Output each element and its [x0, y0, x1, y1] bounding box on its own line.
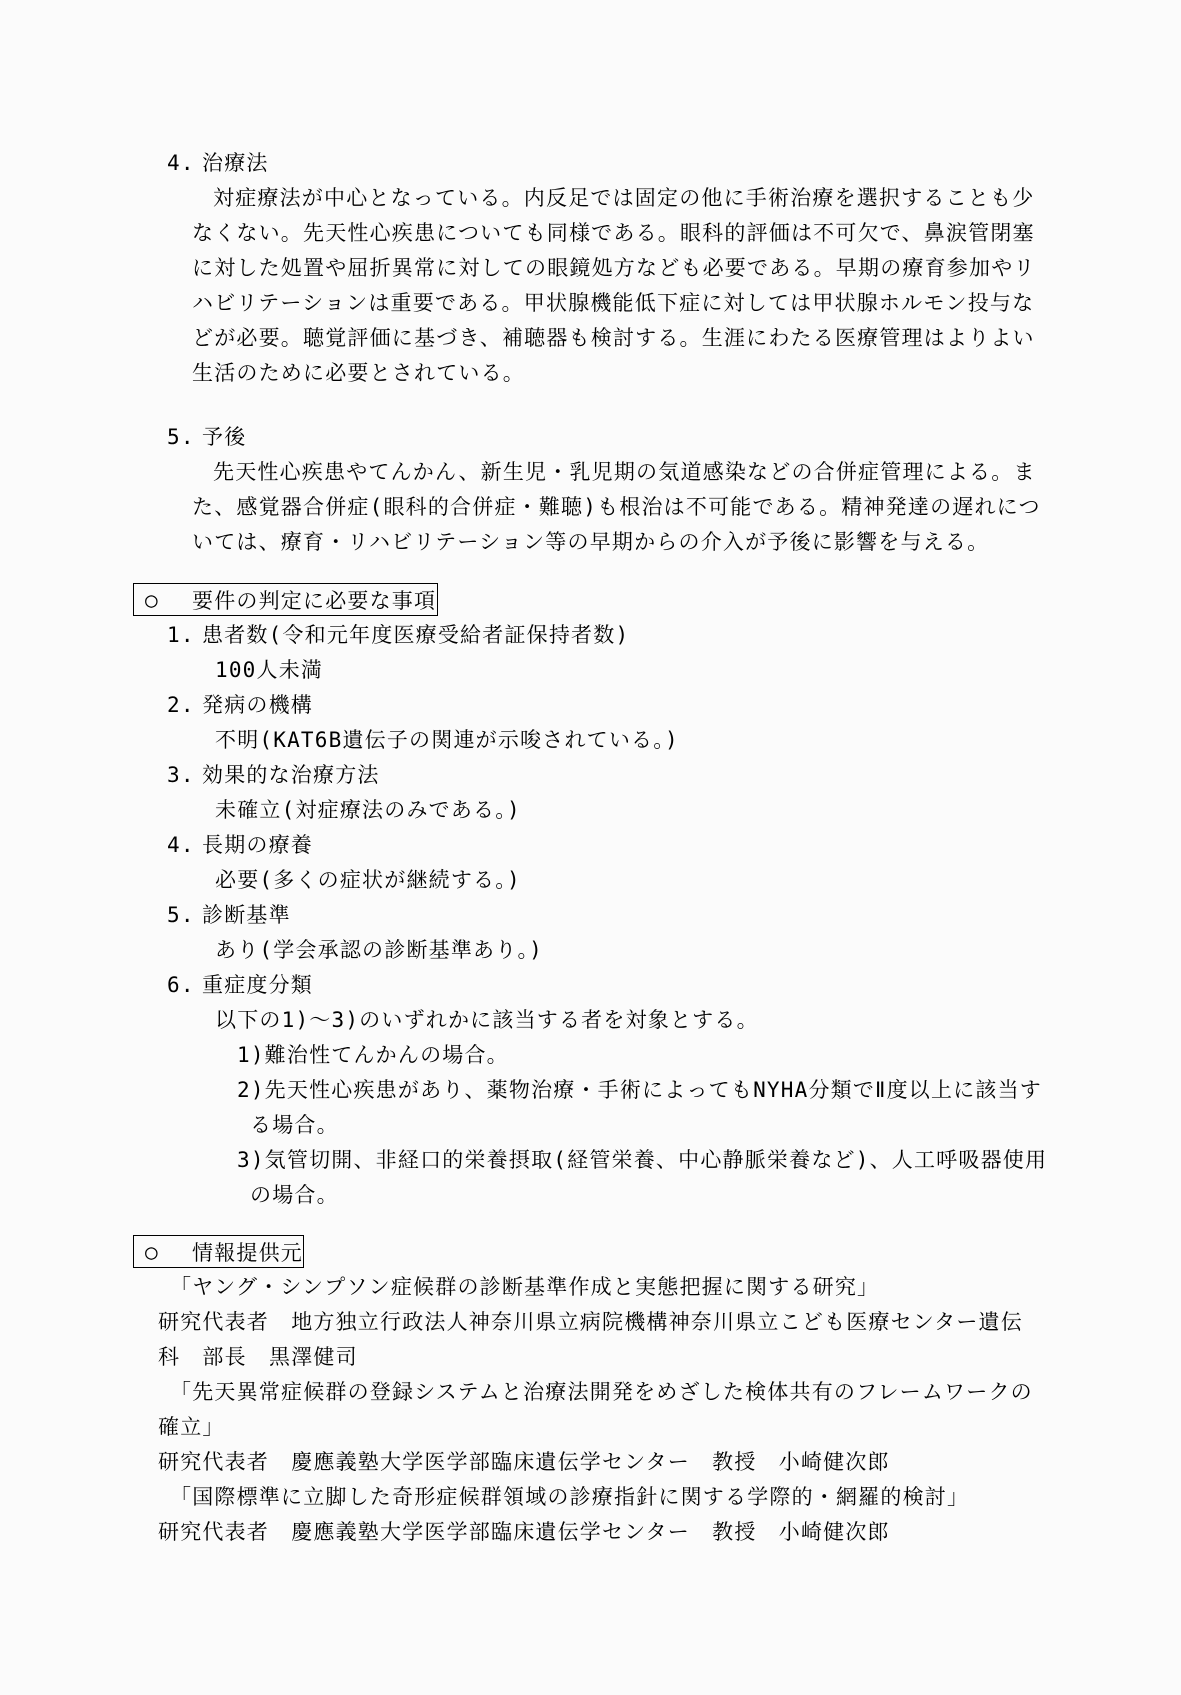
severity-sub-item-continuation: の場合。: [250, 1183, 339, 1207]
item-title: 長期の療養: [202, 833, 313, 857]
source-representative-continuation: 科 部長 黒澤健司: [158, 1345, 358, 1369]
paragraph-line: 対症療法が中心となっている。内反足では固定の他に手術治療を選択することも少: [213, 186, 1035, 210]
requirements-heading-box: [133, 583, 438, 616]
source-representative: 研究代表者 慶應義塾大学医学部臨床遺伝学センター 教授 小崎健次郎: [158, 1450, 890, 1474]
section-title: 予後: [202, 425, 247, 449]
paragraph-line: いては、療育・リハビリテーション等の早期からの介入が予後に影響を与える。: [192, 530, 990, 554]
source-study-title: 「先天異常症候群の登録システムと治療法開発をめざした検体共有のフレームワークの: [170, 1380, 1033, 1404]
source-heading-box: [133, 1235, 304, 1268]
requirement-item-value: 以下の1)～3)のいずれかに該当する者を対象とする。: [215, 1008, 759, 1032]
paragraph-line: どが必要。聴覚評価に基づき、補聴器も検討する。生涯にわたる医療管理はよりよい: [192, 326, 1035, 350]
source-study-title: 「ヤング・シンプソン症候群の診断基準作成と実態把握に関する研究」: [170, 1275, 880, 1299]
section-treatment: [0, 146, 1181, 391]
item-title: 患者数(令和元年度医療受給者証保持者数): [202, 623, 630, 647]
source-study-title: 「国際標準に立脚した奇形症候群領域の診療指針に関する学際的・網羅的検討」: [170, 1485, 970, 1509]
paragraph-line: なくない。先天性心疾患についても同様である。眼科的評価は不可欠で、鼻涙管閉塞: [192, 221, 1035, 245]
section-number: 4.: [167, 151, 195, 175]
source-representative: 研究代表者 慶應義塾大学医学部臨床遺伝学センター 教授 小崎健次郎: [158, 1520, 890, 1544]
item-number: 2.: [167, 693, 195, 717]
severity-sub-item-continuation: る場合。: [250, 1113, 339, 1137]
item-title: 発病の機構: [202, 693, 313, 717]
item-title: 診断基準: [202, 903, 291, 927]
section-number: 5.: [167, 425, 195, 449]
item-number: 5.: [167, 903, 195, 927]
circle-marker: ○: [145, 1239, 159, 1264]
source-representative: 研究代表者 地方独立行政法人神奈川県立病院機構神奈川県立こども医療センター遺伝: [158, 1310, 1023, 1334]
requirement-item-label: [167, 898, 1181, 933]
item-title: 重症度分類: [202, 973, 313, 997]
severity-sub-item: 2)先天性心疾患があり、薬物治療・手術によってもNYHA分類でⅡ度以上に該当す: [237, 1078, 1042, 1102]
requirement-item-label: [167, 618, 1181, 653]
requirements-heading: 要件の判定に必要な事項: [192, 588, 437, 613]
requirement-item-value: あり(学会承認の診断基準あり。): [215, 938, 543, 962]
paragraph-line: 先天性心疾患やてんかん、新生児・乳児期の気道感染などの合併症管理による。ま: [213, 460, 1036, 484]
section-title: 治療法: [202, 151, 269, 175]
source-list: [0, 1270, 1181, 1550]
severity-sub-item: 1)難治性てんかんの場合。: [237, 1043, 509, 1067]
paragraph-line: ハビリテーションは重要である。甲状腺機能低下症に対しては甲状腺ホルモン投与な: [192, 291, 1035, 315]
item-number: 3.: [167, 763, 195, 787]
requirements-list: [0, 618, 1181, 1213]
item-title: 効果的な治療方法: [202, 763, 380, 787]
severity-sub-item: 3)気管切開、非経口的栄養摂取(経管栄養、中心静脈栄養など)、人工呼吸器使用: [237, 1148, 1048, 1172]
source-study-title-continuation: 確立」: [158, 1415, 225, 1439]
item-number: 6.: [167, 973, 195, 997]
requirement-item-value: 不明(KAT6B遺伝子の関連が示唆されている。): [215, 728, 679, 752]
section-prognosis-heading: [167, 420, 1181, 455]
paragraph-line: た、感覚器合併症(眼科的合併症・難聴)も根治は不可能である。精神発達の遅れにつ: [192, 495, 1041, 519]
requirement-item-label: [167, 828, 1181, 863]
source-heading: 情報提供元: [192, 1240, 303, 1265]
requirement-item-value: 必要(多くの症状が継続する。): [215, 868, 521, 892]
requirement-item-label: [167, 758, 1181, 793]
section-treatment-heading: [167, 146, 1181, 181]
paragraph-line: に対した処置や屈折異常に対しての眼鏡処方なども必要である。早期の療育参加やリ: [192, 256, 1036, 280]
item-number: 1.: [167, 623, 195, 647]
circle-marker: ○: [145, 587, 159, 612]
requirement-item-value: 未確立(対症療法のみである。): [215, 798, 521, 822]
paragraph-line: 生活のために必要とされている。: [192, 361, 525, 385]
requirement-item-label: [167, 688, 1181, 723]
section-prognosis: [0, 420, 1181, 560]
requirement-item-label: [167, 968, 1181, 1003]
requirement-item-value: 100人未満: [215, 658, 324, 682]
item-number: 4.: [167, 833, 195, 857]
